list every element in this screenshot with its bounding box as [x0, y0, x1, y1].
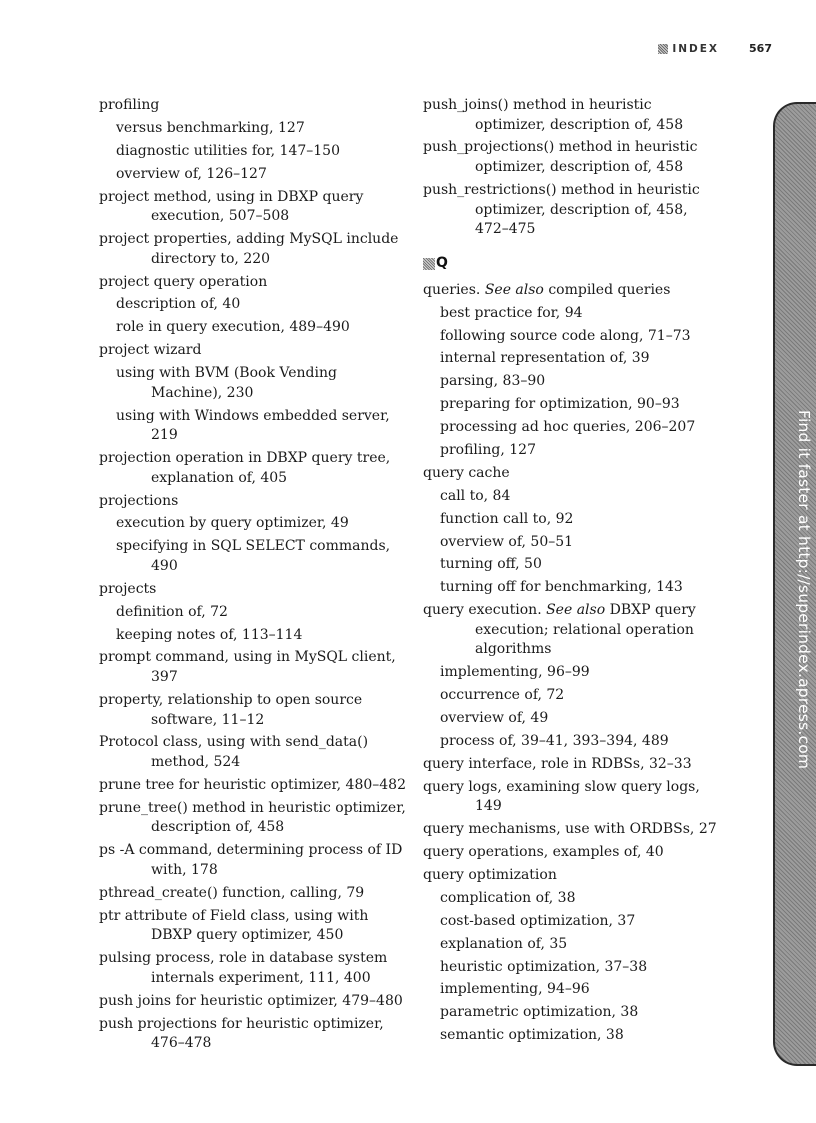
index-entry: profiling — [99, 97, 160, 113]
index-group-q — [423, 281, 723, 1046]
index-entry: prune tree for heuristic optimizer, 480–482 — [99, 776, 406, 793]
index-entry: push projections for heuristic optimizer, 476–478 — [99, 1015, 384, 1052]
index-subentry: overview of, 49 — [440, 710, 549, 727]
index-entry: query operations, examples of, 40 — [423, 844, 664, 861]
entry-term: query execution. — [423, 602, 547, 619]
index-subentry: role in query execution, 489–490 — [116, 319, 350, 336]
index-subentry: following source code along, 71–73 — [440, 327, 691, 344]
index-subentry: implementing, 96–99 — [440, 664, 590, 681]
index-entry: push_joins() method in heuristic optimizer, description of, 458 — [423, 97, 684, 133]
index-entry — [423, 281, 723, 301]
section-letter: Q — [436, 254, 448, 271]
section-letter-heading — [423, 254, 723, 274]
index-entry: push joins for heuristic optimizer, 479–480 — [99, 992, 403, 1009]
index-entry: Protocol class, using with send_data() method, 524 — [99, 734, 369, 771]
index-entry: prune_tree() method in heuristic optimizer, description of, 458 — [99, 799, 406, 836]
index-entry: query optimization — [423, 867, 557, 884]
index-subentry: execution by query optimizer, 49 — [116, 515, 349, 532]
thumb-tab-text: Find it faster at http://superindex.apress.com — [795, 410, 813, 770]
index-subentry: keeping notes of, 113–114 — [116, 626, 303, 643]
index-subentry: cost-based optimization, 37 — [440, 912, 636, 929]
index-entry: projects — [99, 580, 157, 597]
index-subentry: heuristic optimization, 37–38 — [440, 958, 648, 975]
index-subentry: using with Windows embedded server, 219 — [116, 407, 390, 444]
running-header — [658, 42, 772, 55]
index-subentry: definition of, 72 — [116, 603, 228, 620]
index-subentry: parametric optimization, 38 — [440, 1004, 639, 1021]
see-also-reference: See also — [484, 281, 544, 298]
thumb-tab-label — [793, 410, 815, 770]
index-group-p-continued — [423, 96, 723, 240]
see-also-reference: See also — [546, 602, 606, 619]
index-entry: projections — [99, 492, 179, 509]
index-subentry: parsing, 83–90 — [440, 373, 546, 390]
index-entry: pulsing process, role in database system internals experiment, 111, 400 — [99, 950, 388, 986]
index-subentry: semantic optimization, 38 — [440, 1027, 624, 1044]
index-entry: ps -A command, determining process of ID with, 178 — [99, 842, 403, 878]
index-entry: project query operation — [99, 273, 268, 290]
index-entry: ptr attribute of Field class, using with DBXP query optimizer, 450 — [99, 907, 369, 944]
cross-reference-text: compiled queries — [543, 281, 671, 298]
index-subentry: versus benchmarking, 127 — [116, 119, 305, 136]
index-subentry: diagnostic utilities for, 147–150 — [116, 142, 340, 159]
index-subentry: specifying in SQL SELECT commands, 490 — [116, 538, 391, 574]
index-entry: project wizard — [99, 342, 202, 359]
header-marker-icon — [658, 44, 668, 54]
index-entry — [423, 601, 723, 660]
index-entry: property, relationship to open source software, 11–12 — [99, 691, 363, 728]
index-column-right — [423, 96, 723, 1049]
index-subentry: occurrence of, 72 — [440, 687, 565, 704]
index-subentry: using with BVM (Book Vending Machine), 230 — [116, 365, 337, 401]
index-subentry: call to, 84 — [440, 487, 511, 504]
index-subentry: profiling, 127 — [440, 441, 536, 458]
entry-term: queries. — [423, 281, 485, 298]
index-entry: push_restrictions() method in heuristic optimizer, description of, 458, 472–475 — [423, 181, 700, 238]
index-subentry: preparing for optimization, 90–93 — [440, 396, 680, 413]
index-entry: query cache — [423, 464, 510, 481]
index-entry: projection operation in DBXP query tree, explanation of, 405 — [99, 450, 391, 486]
index-subentry: function call to, 92 — [440, 510, 574, 527]
index-subentry: turning off for benchmarking, 143 — [440, 579, 683, 596]
index-subentry: internal representation of, 39 — [440, 350, 650, 367]
index-subentry: description of, 40 — [116, 296, 241, 313]
index-subentry: processing ad hoc queries, 206–207 — [440, 419, 696, 436]
index-entry: project method, using in DBXP query execution, 507–508 — [99, 188, 364, 225]
index-subentry: best practice for, 94 — [440, 304, 583, 321]
index-entry: query mechanisms, use with ORDBSs, 27 — [423, 821, 717, 838]
index-entry: project properties, adding MySQL include directory to, 220 — [99, 231, 399, 267]
index-entry: query logs, examining slow query logs, 149 — [423, 778, 700, 815]
index-subentry: process of, 39–41, 393–394, 489 — [440, 732, 669, 749]
index-subentry: complication of, 38 — [440, 889, 576, 906]
index-subentry: implementing, 94–96 — [440, 981, 590, 998]
header-label: INDEX — [672, 42, 720, 55]
index-entry: query interface, role in RDBSs, 32–33 — [423, 755, 692, 772]
page-number: 567 — [749, 42, 772, 55]
index-entry: prompt command, using in MySQL client, 397 — [99, 649, 396, 686]
cross-reference-text: DBXP query execution; relational operation algorithms — [475, 602, 696, 658]
section-marker-icon — [423, 258, 435, 270]
index-entry: push_projections() method in heuristic optimizer, description of, 458 — [423, 139, 698, 176]
index-subentry: overview of, 126–127 — [116, 165, 267, 182]
index-subentry: overview of, 50–51 — [440, 533, 574, 550]
index-entry: pthread_create() function, calling, 79 — [99, 884, 365, 901]
index-subentry: turning off, 50 — [440, 556, 542, 573]
index-subentry: explanation of, 35 — [440, 935, 568, 952]
index-column-left — [99, 96, 409, 1057]
